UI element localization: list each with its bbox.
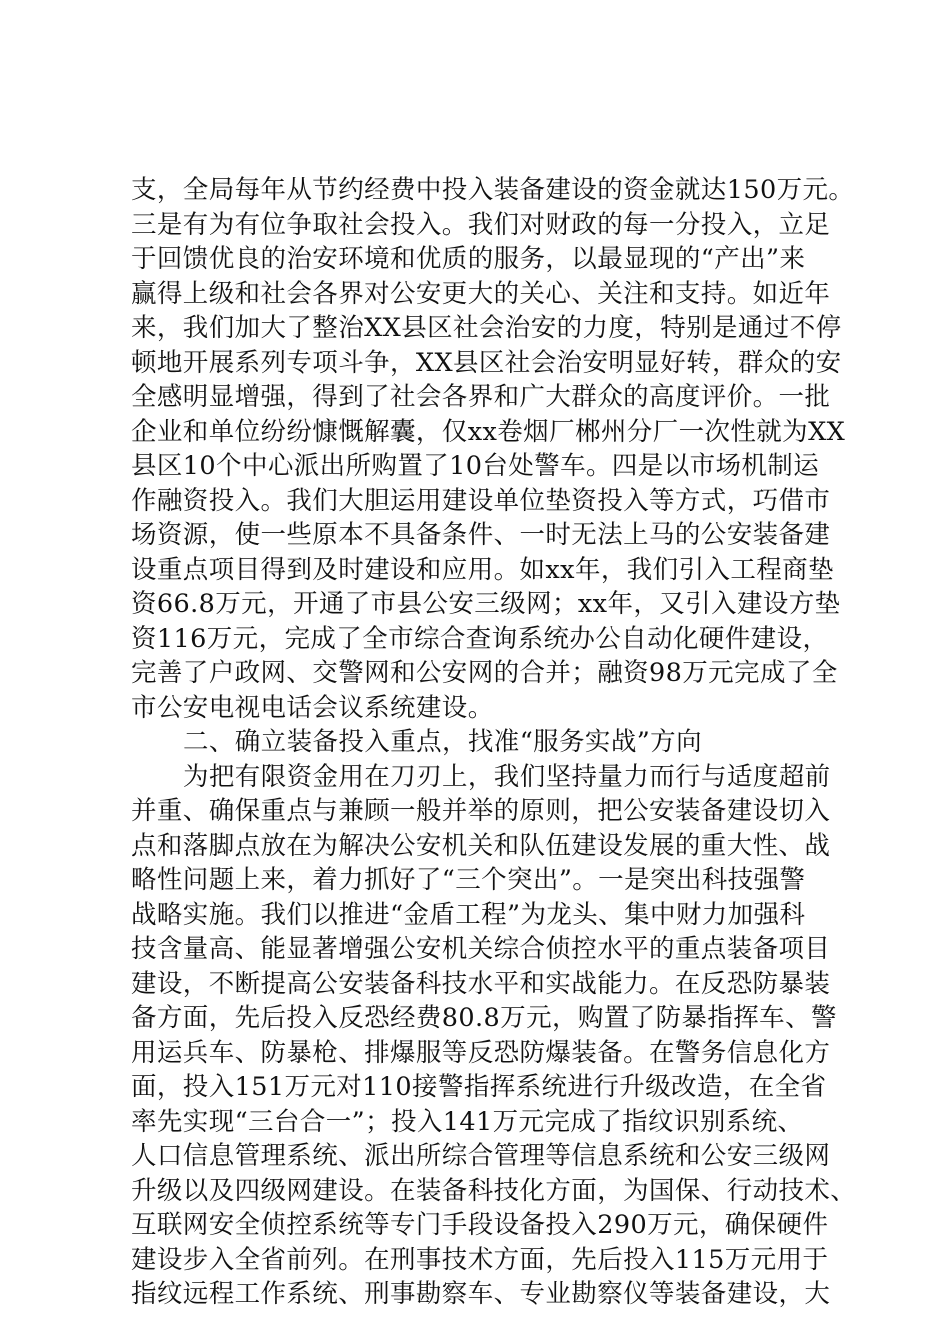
paragraph-line: 资66.8万元，开通了市县公安三级网；xx年，又引入建设方垫 bbox=[131, 589, 841, 619]
paragraph-line: 指纹远程工作系统、刑事勘察车、专业勘察仪等装备建设，大 bbox=[131, 1279, 831, 1309]
paragraph-line: 建设，不断提高公安装备科技水平和实战能力。在反恐防暴装 bbox=[131, 968, 831, 999]
paragraph-line: 点和落脚点放在为解决公安机关和队伍建设发展的重大性、战 bbox=[131, 830, 831, 861]
paragraph-line: 资116万元，完成了全市综合查询系统办公自动化硬件建设， bbox=[131, 623, 829, 654]
paragraph-line: 为把有限资金用在刀刃上，我们坚持量力而行与适度超前 bbox=[183, 761, 831, 792]
paragraph-line: 支，全局每年从节约经费中投入装备建设的资金就达150万元。 bbox=[131, 175, 855, 205]
paragraph-line: 全感明显增强，得到了社会各界和广大群众的高度评价。一批 bbox=[131, 382, 831, 412]
paragraph-line: 战略实施。我们以推进“金盾工程”为龙头、集中财力加强科 bbox=[131, 899, 806, 930]
paragraph-line: 三是有为有位争取社会投入。我们对财政的每一分投入，立足 bbox=[131, 209, 831, 240]
paragraph-line: 于回馈优良的治安环境和优质的服务，以最显现的“产出”来 bbox=[131, 244, 806, 274]
paragraph-line: 顿地开展系列专项斗争，XX县区社会治安明显好转，群众的安 bbox=[131, 347, 842, 378]
paragraph-line: 率先实现“三台合一”；投入141万元完成了指纹识别系统、 bbox=[131, 1106, 804, 1137]
paragraph-line: 并重、确保重点与兼顾一般并举的原则，把公安装备建设切入 bbox=[131, 796, 831, 826]
paragraph-line: 场资源，使一些原本不具备条件、一时无法上马的公安装备建 bbox=[131, 520, 831, 550]
paragraph-line: 来，我们加大了整治XX县区社会治安的力度，特别是通过不停 bbox=[131, 313, 842, 343]
paragraph-line: 人口信息管理系统、派出所综合管理等信息系统和公安三级网 bbox=[131, 1141, 831, 1171]
paragraph-line: 作融资投入。我们大胆运用建设单位垫资投入等方式，巧借市 bbox=[131, 485, 831, 516]
document-body bbox=[131, 173, 857, 1312]
paragraph-line: 用运兵车、防暴枪、排爆服等反恐防爆装备。在警务信息化方 bbox=[131, 1037, 831, 1068]
paragraph-line: 略性问题上来，着力抓好了“三个突出”。一是突出科技强警 bbox=[131, 865, 806, 895]
paragraph-line: 备方面，先后投入反恐经费80.8万元，购置了防暴指挥车、警 bbox=[131, 1003, 837, 1033]
paragraph-line: 赢得上级和社会各界对公安更大的关心、关注和支持。如近年 bbox=[131, 278, 831, 309]
paragraph-line: 互联网安全侦控系统等专门手段设备投入290万元，确保硬件 bbox=[131, 1210, 829, 1240]
paragraph-line: 企业和单位纷纷慷慨解囊，仅xx卷烟厂郴州分厂一次性就为XX bbox=[131, 416, 846, 447]
paragraph-line: 市公安电视电话会议系统建设。 bbox=[131, 692, 494, 723]
paragraph-line: 设重点项目得到及时建设和应用。如xx年，我们引入工程商垫 bbox=[131, 554, 834, 585]
section-heading: 二、确立装备投入重点，找准“服务实战”方向 bbox=[183, 727, 702, 757]
paragraph-line: 技含量高、能显著增强公安机关综合侦控水平的重点装备项目 bbox=[131, 934, 831, 964]
paragraph-line: 面，投入151万元对110接警指挥系统进行升级改造，在全省 bbox=[131, 1072, 827, 1102]
paragraph-line: 县区10个中心派出所购置了10台处警车。四是以市场机制运 bbox=[131, 451, 820, 481]
paragraph-line: 完善了户政网、交警网和公安网的合并；融资98万元完成了全 bbox=[131, 658, 838, 688]
paragraph-line: 升级以及四级网建设。在装备科技化方面，为国保、行动技术、 bbox=[131, 1175, 857, 1206]
paragraph-line: 建设步入全省前列。在刑事技术方面，先后投入115万元用于 bbox=[131, 1244, 829, 1275]
